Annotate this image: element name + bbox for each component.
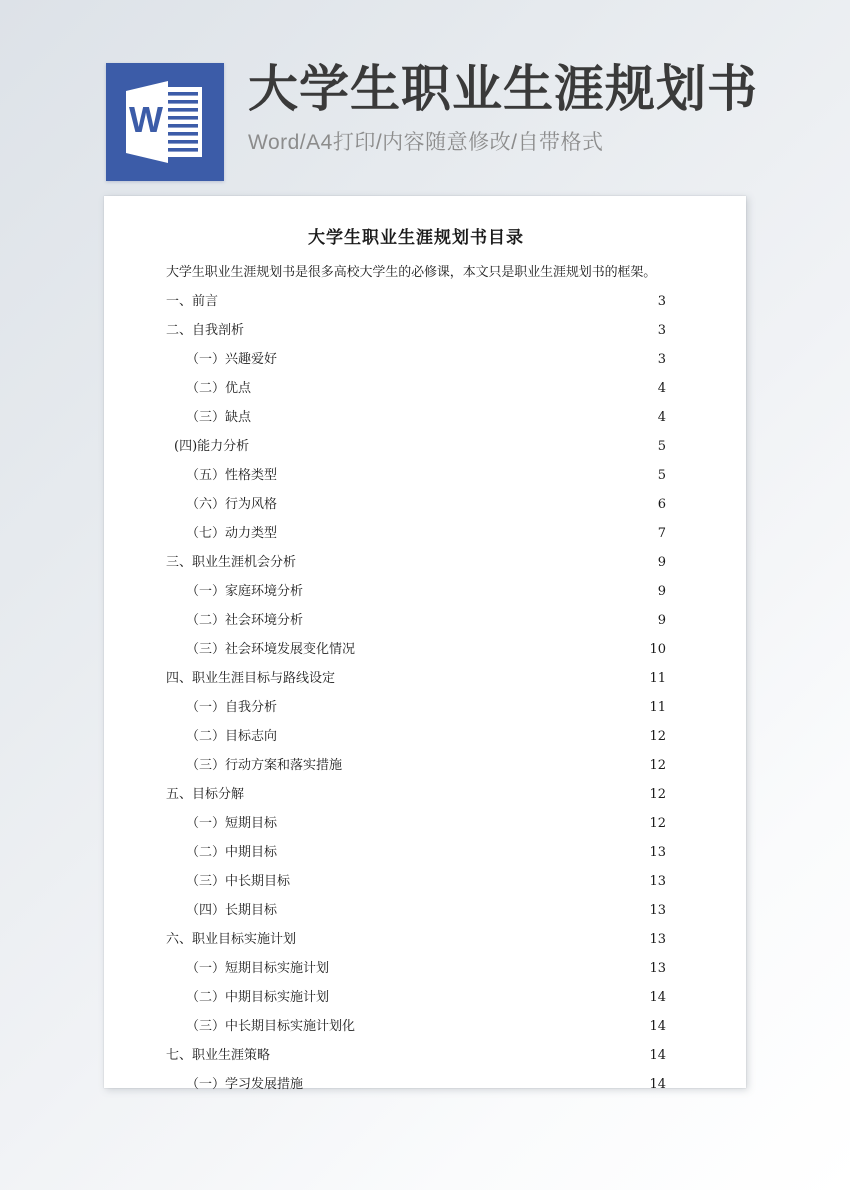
- toc-entry-page-number: 5: [657, 439, 666, 454]
- toc-entry-label: （一）兴趣爱好: [186, 352, 278, 367]
- toc-dot-leader: [343, 755, 647, 768]
- toc-entry-page-number: 13: [649, 961, 666, 976]
- toc-entry-label: （五）性格类型: [186, 468, 278, 483]
- toc-dot-leader: [297, 552, 656, 565]
- toc-dot-leader: [278, 465, 656, 478]
- toc-entry-page-number: 12: [649, 787, 666, 802]
- toc-entry-page-number: 9: [657, 584, 666, 599]
- toc-entry-label: （一）家庭环境分析: [186, 584, 304, 599]
- table-of-contents: [166, 287, 666, 1099]
- toc-dot-leader: [304, 1074, 647, 1087]
- toc-entry-page-number: 14: [649, 1048, 666, 1063]
- toc-entry-label: （二）目标志向: [186, 729, 278, 744]
- toc-dot-leader: [245, 320, 656, 333]
- toc-entry-label: （四）长期目标: [186, 903, 278, 918]
- toc-entry-label: （一）短期目标: [186, 816, 278, 831]
- toc-entry-page-number: 14: [649, 1077, 666, 1092]
- toc-entry-page-number: 13: [649, 903, 666, 918]
- toc-entry-label: （二）社会环境分析: [186, 613, 304, 628]
- toc-entry-page-number: 6: [657, 497, 666, 512]
- word-document-icon: [106, 63, 224, 181]
- toc-entry[interactable]: [166, 838, 666, 867]
- banner-title: 大学生职业生涯规划书: [248, 61, 758, 117]
- toc-entry-label: 五、目标分解: [166, 787, 245, 802]
- toc-entry[interactable]: [166, 954, 666, 983]
- toc-entry-label: （三）中长期目标实施计划化: [186, 1019, 356, 1034]
- toc-entry-label: （一）学习发展措施: [186, 1077, 304, 1092]
- toc-entry[interactable]: [166, 780, 666, 809]
- toc-entry[interactable]: [166, 345, 666, 374]
- toc-entry[interactable]: [166, 519, 666, 548]
- toc-entry[interactable]: [166, 316, 666, 345]
- toc-entry[interactable]: [166, 1041, 666, 1070]
- toc-entry-page-number: 3: [657, 294, 666, 309]
- toc-entry-page-number: 9: [657, 555, 666, 570]
- toc-entry[interactable]: [166, 693, 666, 722]
- toc-dot-leader: [304, 610, 656, 623]
- banner-text-block: [248, 60, 828, 156]
- toc-entry[interactable]: [166, 664, 666, 693]
- toc-entry[interactable]: [166, 983, 666, 1012]
- toc-entry-page-number: 14: [649, 1019, 666, 1034]
- toc-entry-page-number: 12: [649, 816, 666, 831]
- toc-entry-label: （三）社会环境发展变化情况: [186, 642, 356, 657]
- svg-text:W: W: [129, 99, 163, 140]
- toc-dot-leader: [278, 494, 656, 507]
- toc-entry-page-number: 3: [657, 352, 666, 367]
- toc-entry-label: 二、自我剖析: [166, 323, 245, 338]
- toc-entry[interactable]: [166, 867, 666, 896]
- toc-entry-label: 一、前言: [166, 294, 219, 309]
- toc-dot-leader: [250, 436, 656, 449]
- toc-entry-label: 六、职业目标实施计划: [166, 932, 297, 947]
- toc-entry-page-number: 3: [657, 323, 666, 338]
- toc-entry-page-number: 13: [649, 932, 666, 947]
- toc-dot-leader: [336, 668, 647, 681]
- toc-entry-page-number: 5: [657, 468, 666, 483]
- toc-entry[interactable]: [166, 606, 666, 635]
- toc-dot-leader: [278, 900, 647, 913]
- toc-entry[interactable]: [166, 432, 666, 461]
- toc-entry[interactable]: [166, 1012, 666, 1041]
- toc-entry[interactable]: [166, 577, 666, 606]
- toc-entry[interactable]: [166, 896, 666, 925]
- toc-dot-leader: [278, 523, 656, 536]
- toc-entry[interactable]: [166, 1070, 666, 1099]
- toc-entry-label: （二）中期目标实施计划: [186, 990, 330, 1005]
- toc-entry-label: 四、职业生涯目标与路线设定: [166, 671, 336, 686]
- toc-entry[interactable]: [166, 751, 666, 780]
- toc-entry-label: 三、职业生涯机会分析: [166, 555, 297, 570]
- toc-entry-page-number: 11: [649, 671, 666, 686]
- toc-entry[interactable]: [166, 374, 666, 403]
- toc-entry-page-number: 11: [649, 700, 666, 715]
- toc-entry-page-number: 4: [657, 410, 666, 425]
- toc-dot-leader: [278, 813, 647, 826]
- toc-entry-page-number: 14: [649, 990, 666, 1005]
- toc-dot-leader: [330, 958, 647, 971]
- document-content: [166, 224, 666, 1099]
- toc-entry[interactable]: [166, 925, 666, 954]
- toc-dot-leader: [278, 726, 647, 739]
- toc-entry-page-number: 12: [649, 729, 666, 744]
- toc-dot-leader: [219, 291, 656, 304]
- toc-entry-label: （七）动力类型: [186, 526, 278, 541]
- toc-entry-page-number: 7: [657, 526, 666, 541]
- toc-entry[interactable]: [166, 635, 666, 664]
- toc-dot-leader: [271, 1045, 647, 1058]
- toc-entry-label: (四)能力分析: [174, 439, 250, 454]
- toc-dot-leader: [252, 378, 656, 391]
- toc-dot-leader: [252, 407, 656, 420]
- toc-entry-label: （二）优点: [186, 381, 252, 396]
- toc-entry[interactable]: [166, 403, 666, 432]
- document-intro-paragraph: 大学生职业生涯规划书是很多高校大学生的必修课，本文只是职业生涯规划书的框架。: [166, 265, 657, 280]
- toc-entry-page-number: 13: [649, 874, 666, 889]
- toc-entry-page-number: 4: [657, 381, 666, 396]
- toc-entry-label: 七、职业生涯策略: [166, 1048, 271, 1063]
- header-banner: [0, 0, 850, 196]
- document-page: [104, 196, 746, 1092]
- toc-entry-label: （一）自我分析: [186, 700, 278, 715]
- toc-entry[interactable]: [166, 548, 666, 577]
- toc-dot-leader: [278, 349, 656, 362]
- toc-entry[interactable]: [166, 461, 666, 490]
- toc-entry-page-number: 12: [649, 758, 666, 773]
- toc-entry-label: （六）行为风格: [186, 497, 278, 512]
- toc-entry-label: （三）行动方案和落实措施: [186, 758, 343, 773]
- toc-dot-leader: [245, 784, 647, 797]
- toc-dot-leader: [297, 929, 647, 942]
- toc-entry-label: （三）缺点: [186, 410, 252, 425]
- toc-entry-page-number: 10: [649, 642, 666, 657]
- toc-entry-label: （三）中长期目标: [186, 874, 291, 889]
- toc-dot-leader: [291, 871, 647, 884]
- toc-entry[interactable]: [166, 287, 666, 316]
- toc-entry[interactable]: [166, 722, 666, 751]
- toc-entry[interactable]: [166, 490, 666, 519]
- banner-subtitle: Word/A4打印/内容随意修改/自带格式: [248, 131, 604, 154]
- toc-entry-page-number: 13: [649, 845, 666, 860]
- toc-dot-leader: [330, 987, 647, 1000]
- toc-entry-label: （二）中期目标: [186, 845, 278, 860]
- toc-entry[interactable]: [166, 809, 666, 838]
- toc-dot-leader: [278, 842, 647, 855]
- toc-dot-leader: [304, 581, 656, 594]
- toc-dot-leader: [278, 697, 647, 710]
- toc-dot-leader: [356, 1016, 647, 1029]
- document-title: 大学生职业生涯规划书目录: [308, 228, 524, 248]
- toc-entry-label: （一）短期目标实施计划: [186, 961, 330, 976]
- toc-entry-page-number: 9: [657, 613, 666, 628]
- toc-dot-leader: [356, 639, 647, 652]
